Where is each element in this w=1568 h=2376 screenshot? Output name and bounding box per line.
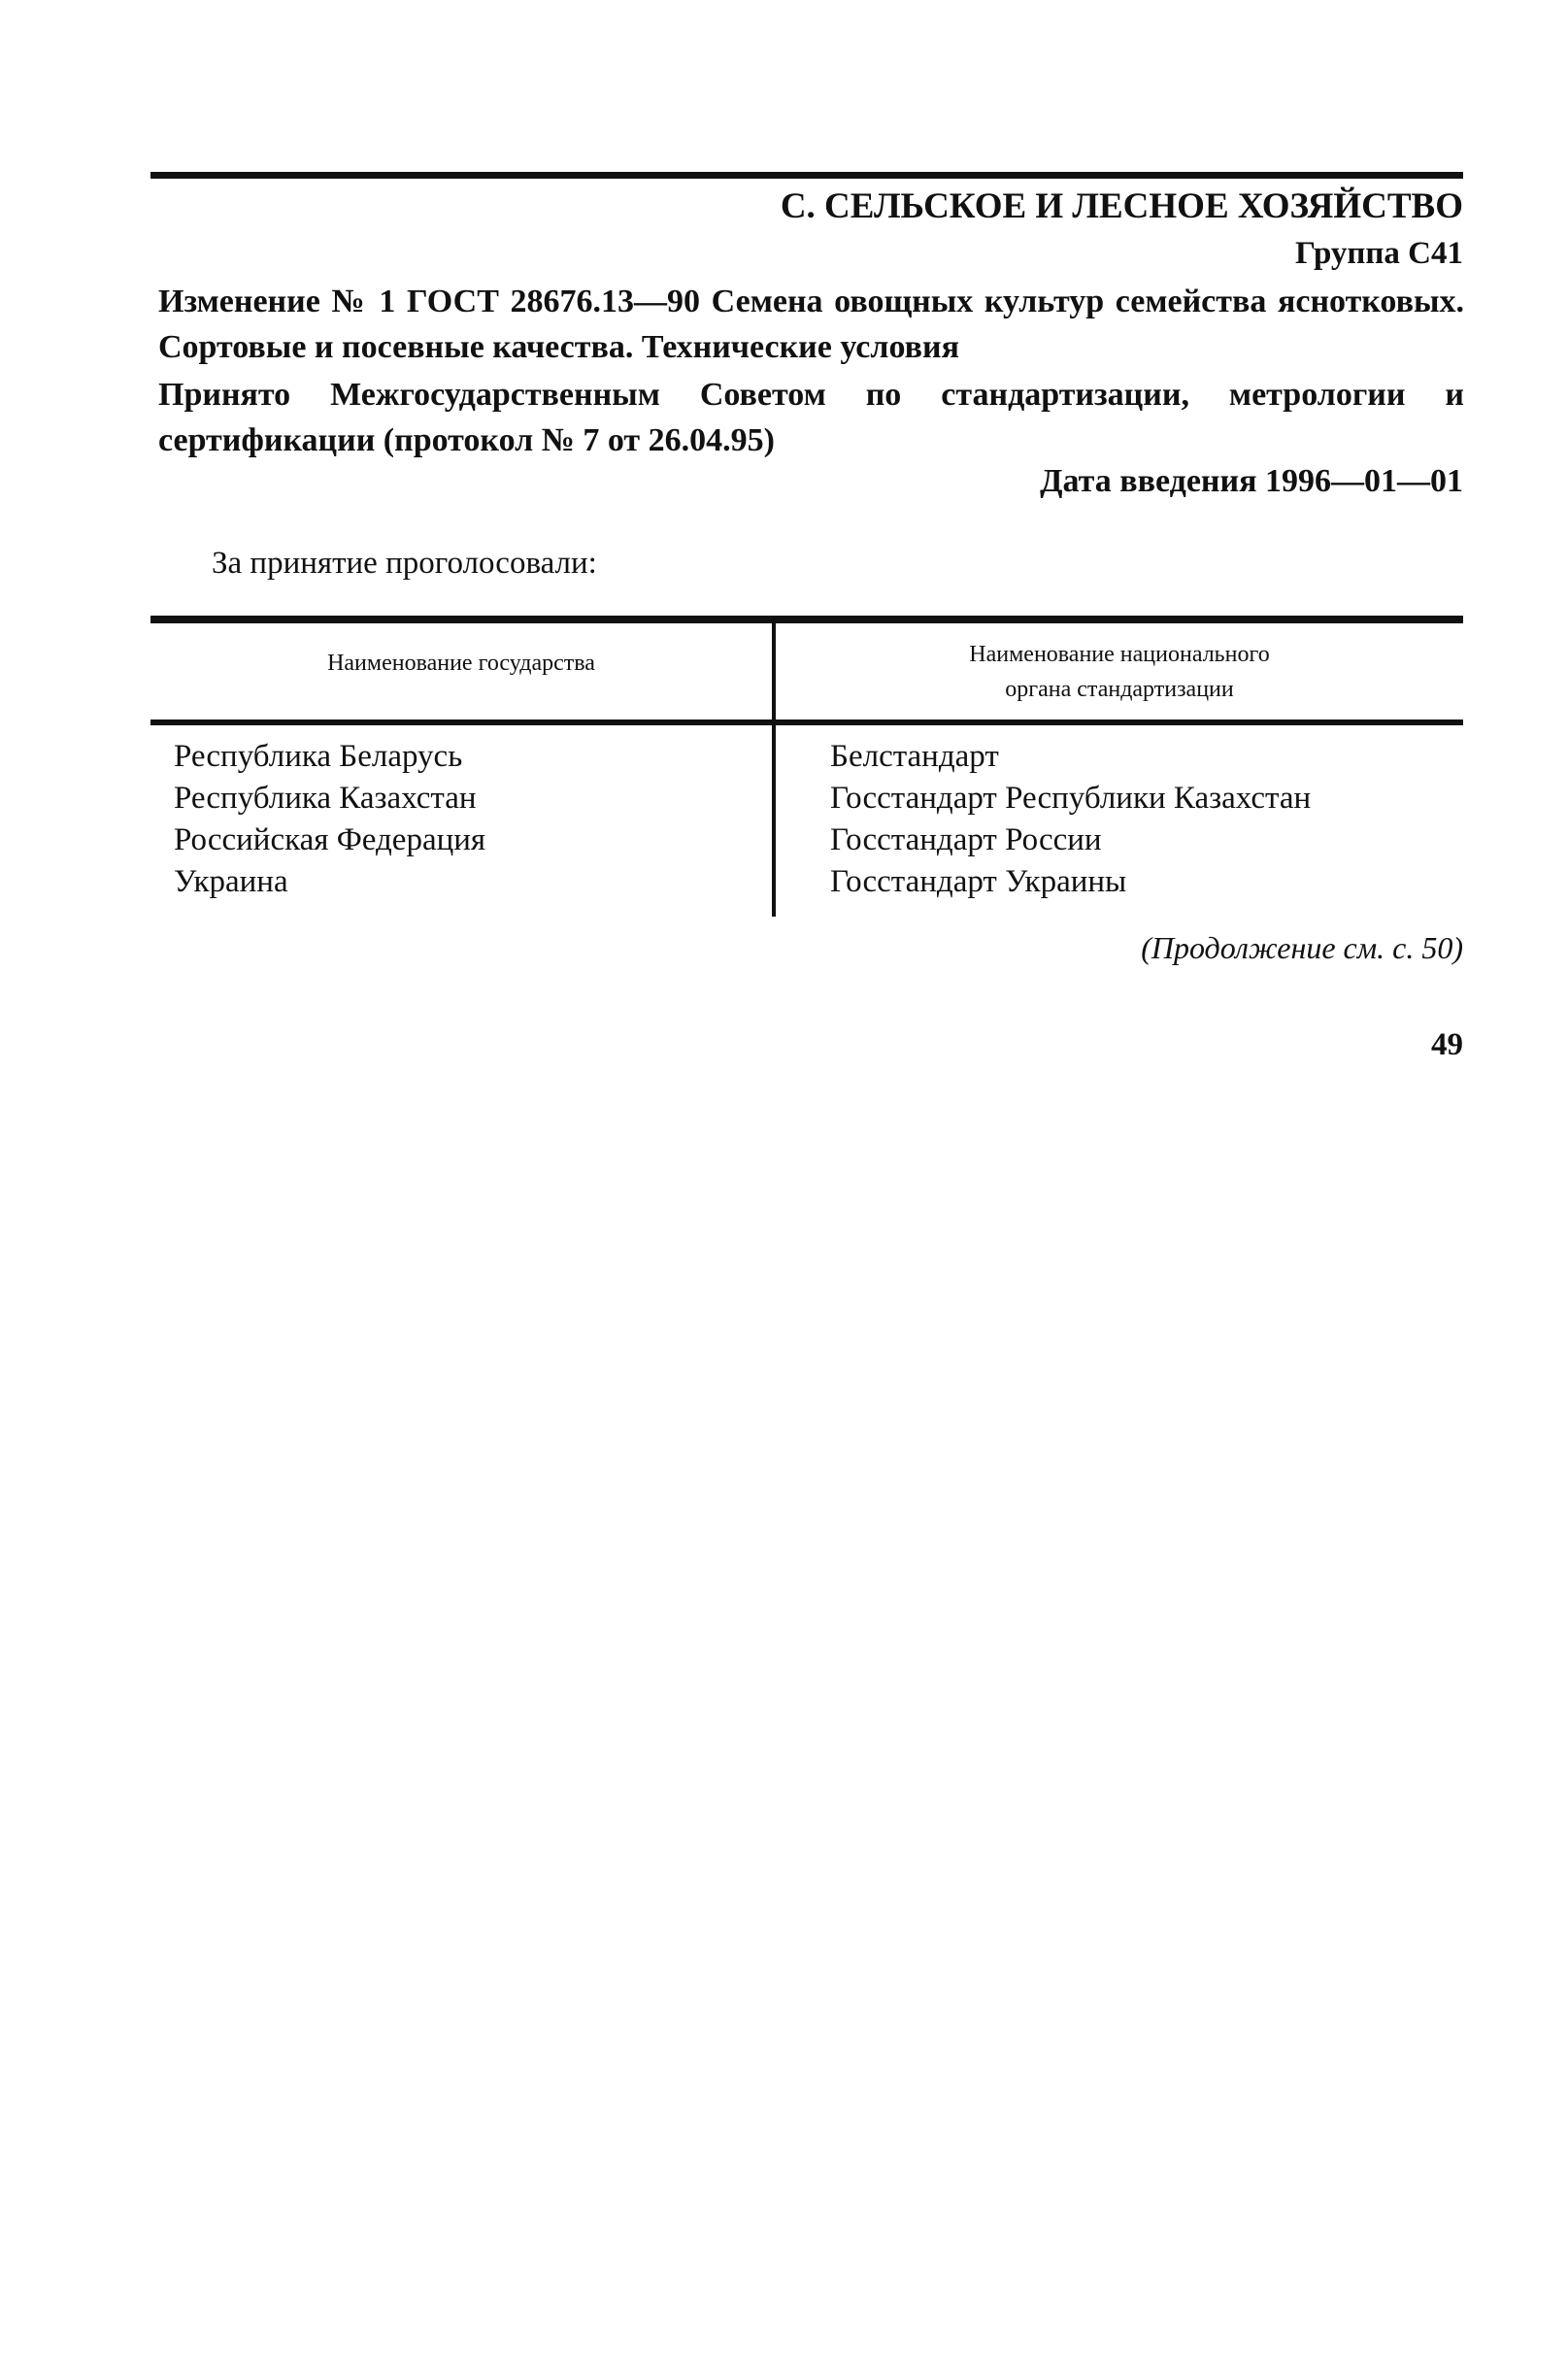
state-column xyxy=(174,736,485,903)
national-body-cell: Госстандарт Республики Казахстан xyxy=(830,781,1312,816)
continuation-note: (Продолжение см. с. 50) xyxy=(1141,930,1463,965)
table-header-rule xyxy=(150,719,1463,725)
intro-date: Дата введения 1996—01—01 xyxy=(1040,463,1463,499)
amendment-title: Изменение № 1 ГОСТ 28676.13—90 Семена овощных культур семейства яснотковых. Сортовые и посевные качества. Технические условия xyxy=(158,284,1464,365)
section-title: С. СЕЛЬСКОЕ И ЛЕСНОЕ ХОЗЯЙСТВО xyxy=(780,186,1463,226)
header-national-body xyxy=(776,637,1463,707)
state-cell: Украина xyxy=(174,864,288,899)
national-body-cell: Белстандарт xyxy=(830,739,999,774)
state-cell: Российская Федерация xyxy=(174,822,486,857)
group-label: Группа С41 xyxy=(1295,236,1463,271)
top-rule xyxy=(150,172,1463,179)
page-number: 49 xyxy=(1431,1027,1463,1062)
adopted-by: Принято Межгосударственным Советом по стандартизации, метрологии и сертификации (протокол № 7 от 26.04.95) xyxy=(158,377,1464,458)
national-body-cell: Госстандарт России xyxy=(830,822,1102,857)
national-body-column xyxy=(830,736,1311,903)
header-national-body-line1: Наименование национального xyxy=(969,642,1270,667)
state-cell: Республика Беларусь xyxy=(174,739,463,774)
national-body-cell: Госстандарт Украины xyxy=(830,864,1127,899)
header-state: Наименование государства xyxy=(327,651,595,676)
voting-table xyxy=(150,616,1463,917)
voted-label: За принятие проголосовали: xyxy=(212,546,597,581)
header-national-body-line2: органа стандартизации xyxy=(1005,677,1234,702)
state-cell: Республика Казахстан xyxy=(174,781,477,816)
table-top-rule xyxy=(150,616,1463,623)
